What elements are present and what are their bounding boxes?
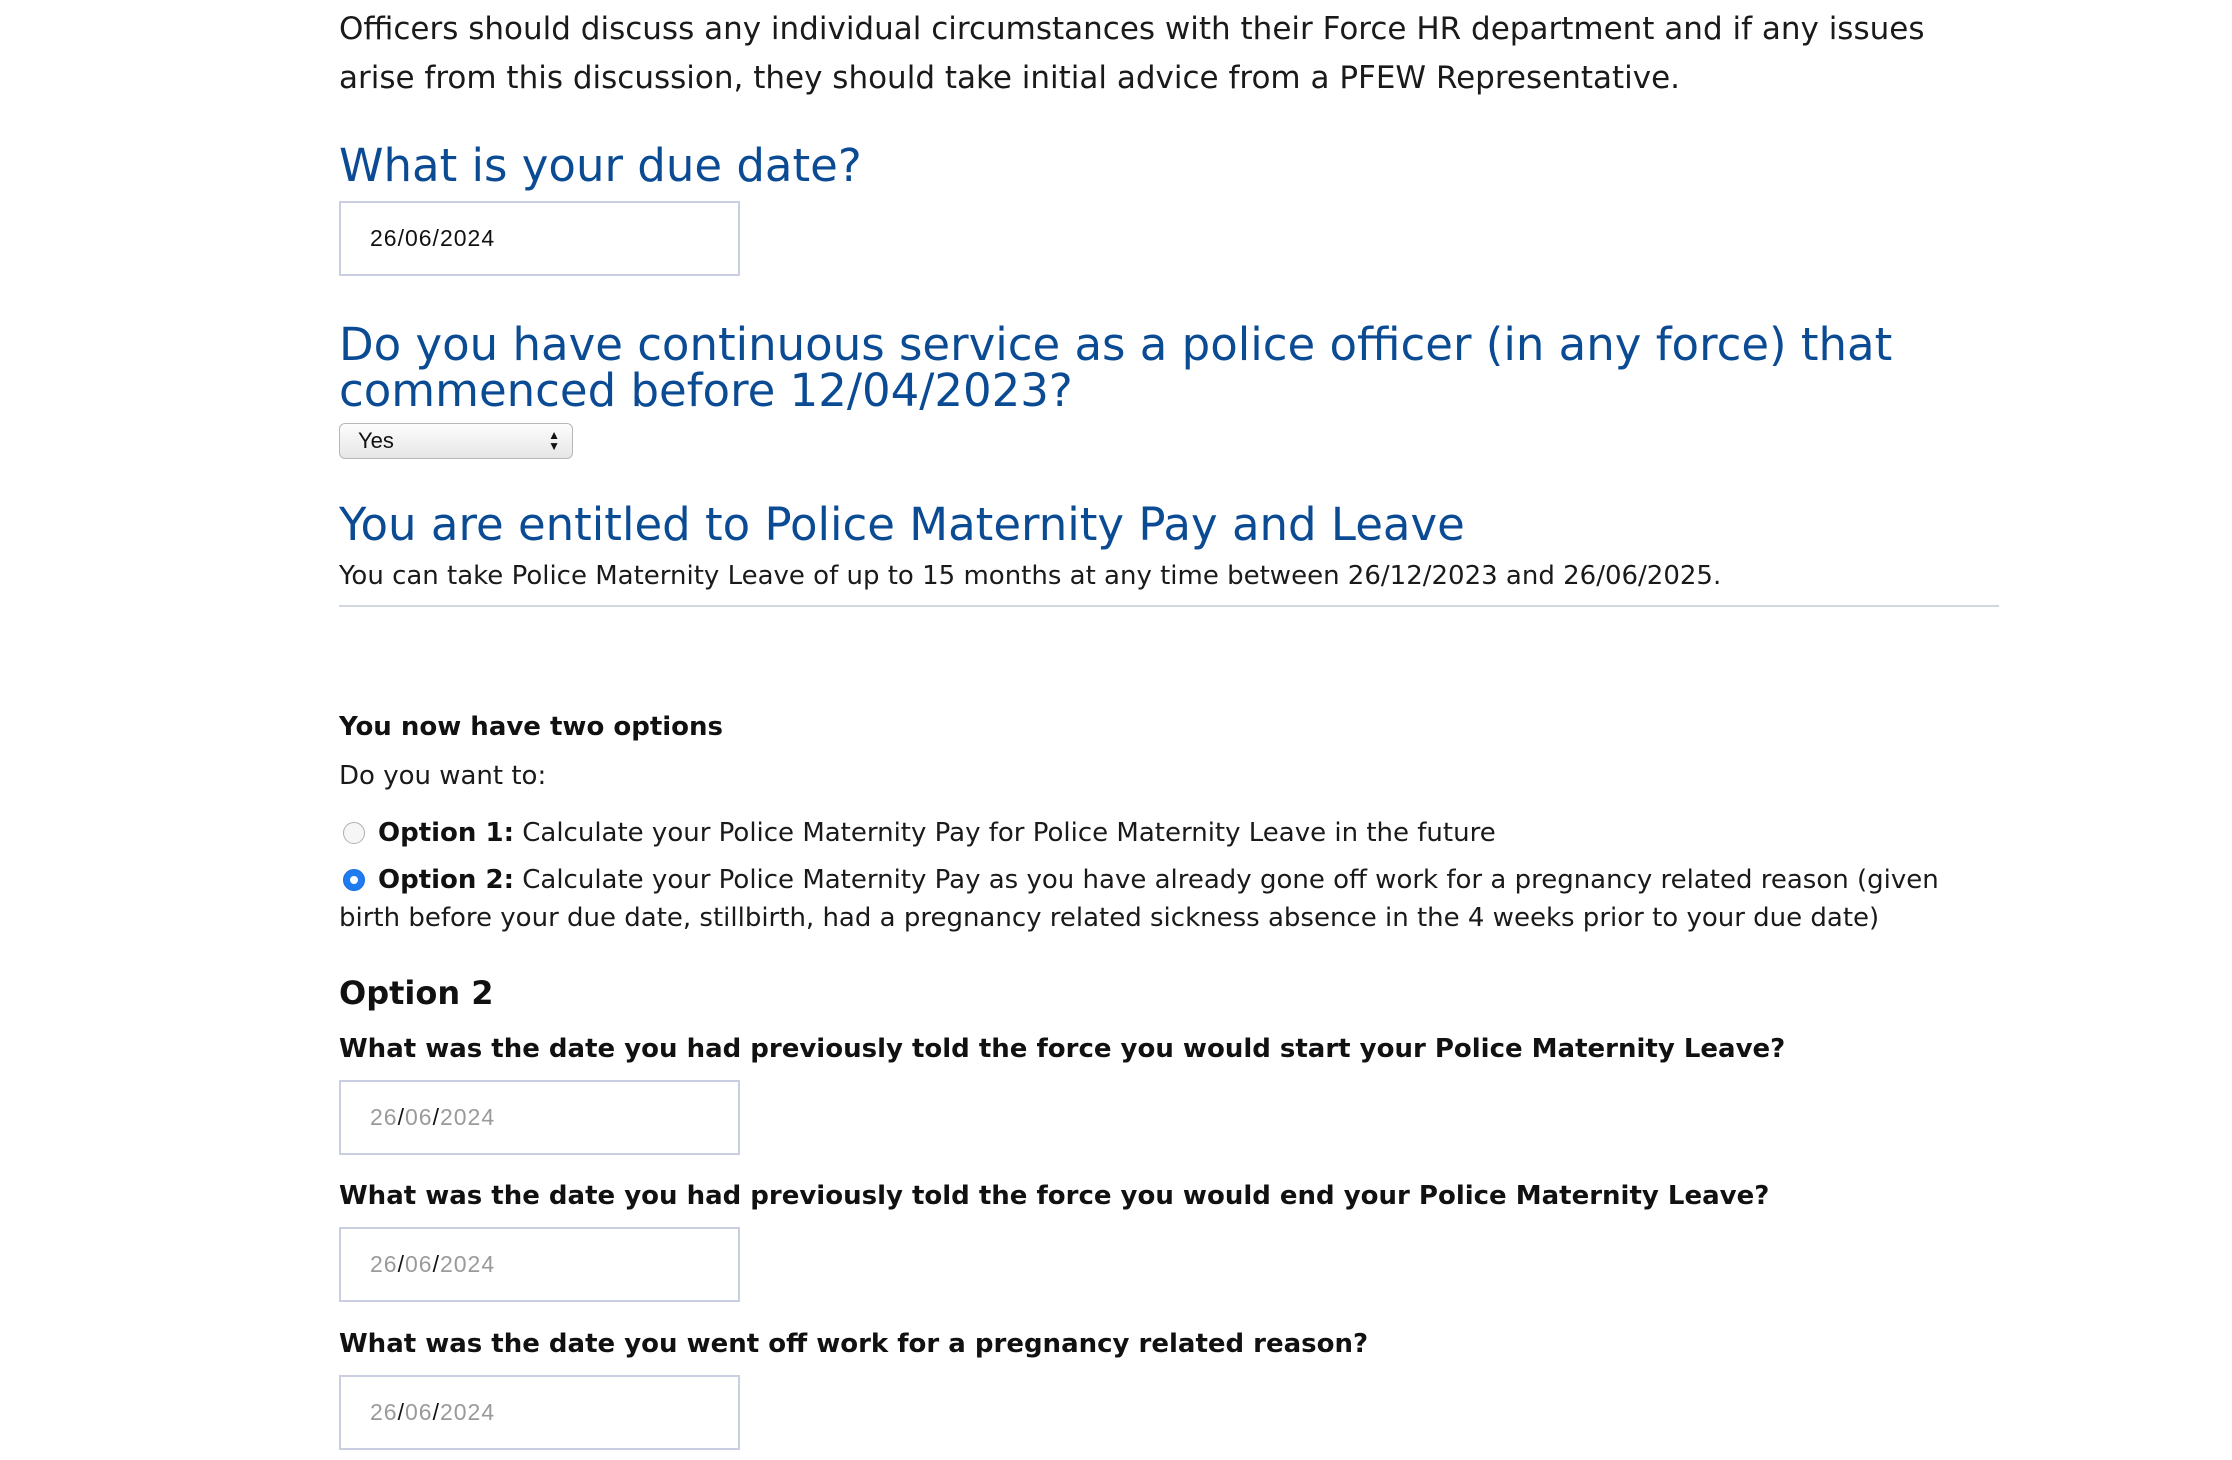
options-heading: You now have two options bbox=[339, 712, 724, 742]
intro-paragraph: Officers should discuss any individual circumstances with their Force HR department and if any issues arise from this discussion, they should take initial advice from a PFEW Representative. bbox=[339, 11, 1925, 96]
off-work-date-input[interactable] bbox=[339, 1375, 740, 1450]
start-date-input[interactable] bbox=[339, 1080, 740, 1155]
option2-section-heading: Option 2 bbox=[339, 974, 494, 1012]
date-separator: / bbox=[397, 1399, 405, 1425]
entitlement-heading: You are entitled to Police Maternity Pay and Leave bbox=[339, 498, 1465, 551]
date-separator: / bbox=[432, 1399, 440, 1425]
date-separator: / bbox=[397, 1251, 405, 1277]
section-divider bbox=[339, 605, 1999, 607]
start-date-year: 2024 bbox=[439, 1104, 496, 1130]
options-prompt: Do you want to: bbox=[339, 761, 547, 791]
off-work-date-year: 2024 bbox=[439, 1399, 496, 1425]
end-date-month: 06 bbox=[404, 1251, 433, 1277]
option1-title: Option 1: bbox=[378, 818, 514, 848]
due-date-input[interactable]: 26/06/2024 bbox=[339, 201, 740, 276]
off-work-date-day: 26 bbox=[370, 1399, 398, 1425]
select-arrows-icon: ▲ ▼ bbox=[548, 428, 560, 453]
continuous-service-heading: Do you have continuous service as a police officer (in any force) that commenced before 12/04/2023? bbox=[339, 318, 1893, 417]
continuous-service-selected-value: Yes bbox=[358, 428, 394, 453]
end-date-day: 26 bbox=[370, 1251, 398, 1277]
option1-label[interactable] bbox=[339, 814, 1999, 852]
off-work-date-month: 06 bbox=[404, 1399, 433, 1425]
option2-label[interactable] bbox=[339, 861, 1999, 937]
date-separator: / bbox=[397, 1104, 405, 1130]
end-date-year: 2024 bbox=[439, 1251, 496, 1277]
off-work-date-question: What was the date you went off work for a pregnancy related reason? bbox=[339, 1329, 1369, 1359]
end-date-input[interactable] bbox=[339, 1227, 740, 1302]
option2-title: Option 2: bbox=[378, 865, 514, 895]
entitlement-text: You can take Police Maternity Leave of up to 15 months at any time between 26/12/2023 and 26/06/2025. bbox=[339, 561, 1722, 591]
option2-description: Calculate your Police Maternity Pay as you have already gone off work for a pregnancy related reason (given birth before your due date, stillbirth, had a pregnancy related sickness absence in the 4 weeks prior to your due date) bbox=[339, 865, 1939, 933]
start-date-day: 26 bbox=[370, 1104, 398, 1130]
start-date-question: What was the date you had previously told the force you would start your Police Maternity Leave? bbox=[339, 1034, 1786, 1064]
date-separator: / bbox=[432, 1251, 440, 1277]
start-date-month: 06 bbox=[404, 1104, 433, 1130]
continuous-service-select[interactable] bbox=[339, 423, 573, 459]
due-date-heading: What is your due date? bbox=[339, 139, 862, 192]
date-separator: / bbox=[432, 1104, 440, 1130]
option1-description: Calculate your Police Maternity Pay for Police Maternity Leave in the future bbox=[522, 818, 1496, 848]
end-date-question: What was the date you had previously told the force you would end your Police Maternity Leave? bbox=[339, 1181, 1770, 1211]
